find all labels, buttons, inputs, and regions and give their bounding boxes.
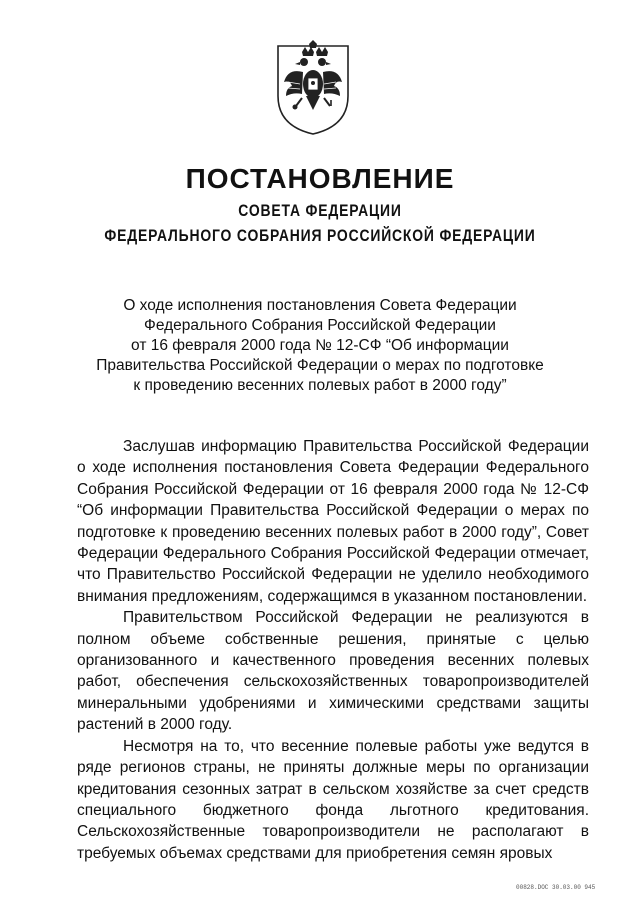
subject-line: Федерального Собрания Российской Федерации <box>144 317 496 334</box>
body-paragraph: Заслушав информацию Правительства Российской Федерации о ходе исполнения постановления Совета Федерации Федерального Собрания Российской Федерации от 16 февраля 2000 года № 12-СФ “Об информации Правительства Российской Федерации о мерах по подготовке к проведению весенних полевых работ в 2000 году”, Совет Федерации Федерального Собрания Российской Федерации отмечает, что Правительство Российской Федерации не уделило необходимого внимания предложениям, содержащимся в указанном постановлении. <box>77 438 589 605</box>
resolution-subject <box>60 296 580 396</box>
body-paragraph: Правительством Российской Федерации не реализуются в полном объеме собственные решения, принятые с целью организованного и качественного проведения весенних полевых работ, обеспечения сельскохозяйственных товаропроизводителей минеральными удобрениями и химическими средствами защиты растений в 2000 году. <box>77 609 589 734</box>
subject-line: О ходе исполнения постановления Совета Федерации <box>123 297 517 314</box>
subject-line: Правительства Российской Федерации о мерах по подготовке <box>96 357 544 374</box>
subject-line: от 16 февраля 2000 года № 12-СФ “Об информации <box>131 337 509 354</box>
eagle-icon <box>272 38 354 138</box>
coat-of-arms-emblem <box>272 38 354 138</box>
issuer-line-1: СОВЕТА ФЕДЕРАЦИИ <box>238 201 402 220</box>
body-paragraph: Несмотря на то, что весенние полевые работы уже ведутся в ряде регионов страны, не приняты должные меры по организации кредитования сезонных затрат в сельском хозяйстве за счет средств специального бюджетного фонда льготного кредитования. Сельскохозяйственные товаропроизводители не располагают в требуемых объемах средствами для приобретения семян яровых <box>77 737 589 862</box>
resolution-body <box>77 436 589 864</box>
subject-line: к проведению весенних полевых работ в 2000 году” <box>133 377 507 394</box>
document-header <box>0 162 640 248</box>
document-file-code: 00828.DOC 30.03.00 945 <box>516 884 596 891</box>
document-title: ПОСТАНОВЛЕНИЕ <box>185 163 455 194</box>
issuer-line-2: ФЕДЕРАЛЬНОГО СОБРАНИЯ РОССИЙСКОЙ ФЕДЕРАЦИИ <box>104 226 536 245</box>
